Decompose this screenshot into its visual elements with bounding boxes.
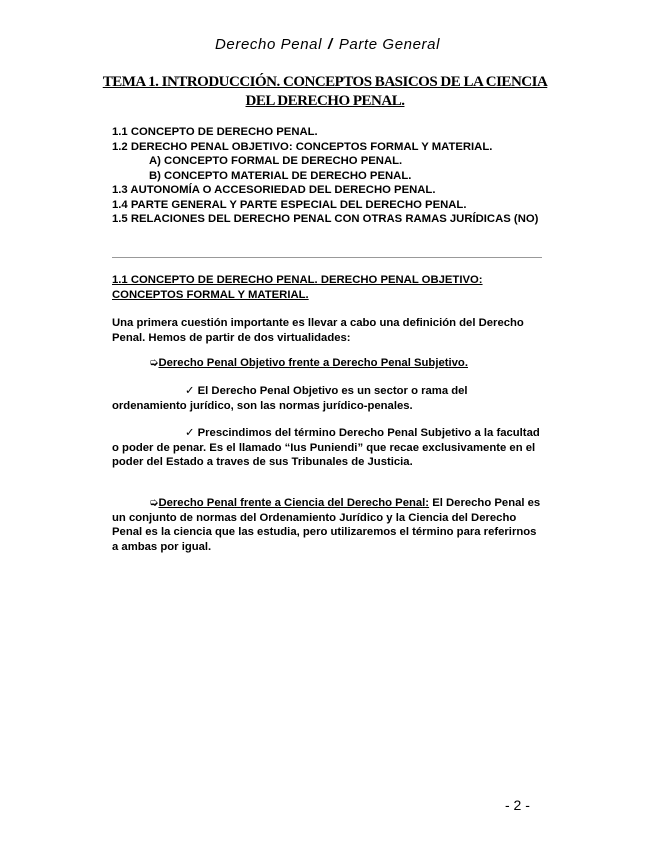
section-divider bbox=[112, 257, 542, 258]
point-text: El Derecho Penal Objetivo es un sector o rama del ordenamiento jurídico, son las normas jurídico-penales. bbox=[112, 385, 468, 412]
toc-subitem: A) CONCEPTO FORMAL DE DERECHO PENAL. bbox=[149, 155, 403, 167]
intro-paragraph: Una primera cuestión importante es llevar a cabo una definición del Derecho Penal. Hemos de partir de dos virtualidades: bbox=[112, 317, 524, 344]
toc-subitem: B) CONCEPTO MATERIAL DE DERECHO PENAL. bbox=[149, 169, 412, 182]
section-heading: 1.1 CONCEPTO DE DERECHO PENAL. DERECHO PENAL OBJETIVO: CONCEPTOS FORMAL Y MATERIAL. bbox=[112, 274, 483, 301]
point-subjective bbox=[112, 426, 542, 470]
point-objective bbox=[112, 384, 542, 413]
point-text: Prescindimos del término Derecho Penal Subjetivo a la facultad o poder de penar. Es el llamado “Ius Puniendi” que recae exclusivamente en el poder del Estado a traves de sus Tribunales de Justicia. bbox=[112, 427, 540, 468]
header-separator: / bbox=[328, 36, 333, 53]
subheading-text: Derecho Penal Objetivo frente a Derecho Penal Subjetivo. bbox=[158, 357, 468, 369]
header-part: Parte General bbox=[338, 36, 440, 53]
document-title: TEMA 1. INTRODUCCIÓN. CONCEPTOS BASICOS DE LA CIENCIA DEL DERECHO PENAL. bbox=[102, 74, 548, 109]
arrow-icon: ➭ bbox=[149, 497, 159, 509]
subheading-objective-vs-subjective bbox=[112, 356, 542, 371]
check-icon: ✓ bbox=[185, 385, 195, 397]
paragraph-penal-vs-science bbox=[112, 496, 542, 554]
check-icon: ✓ bbox=[185, 427, 195, 439]
page-number: - 2 - bbox=[505, 797, 530, 813]
paragraph-text: El Derecho Penal es un conjunto de normas del Ordenamiento Jurídico y la Ciencia del Derecho Penal es la ciencia que las estudia, pero utilizaremos el término para referirnos a ambas por igual. bbox=[112, 497, 541, 553]
subheading-text: Derecho Penal frente a Ciencia del Derecho Penal: bbox=[158, 497, 430, 509]
header-subject: Derecho Penal bbox=[215, 36, 323, 53]
table-of-contents bbox=[112, 125, 552, 227]
running-header bbox=[0, 36, 655, 53]
toc-item: 1.3 AUTONOMÍA O ACCESORIEDAD DEL DERECHO PENAL. bbox=[112, 184, 436, 196]
toc-item: 1.1 CONCEPTO DE DERECHO PENAL. bbox=[112, 126, 318, 138]
toc-item: 1.5 RELACIONES DEL DERECHO PENAL CON OTRAS RAMAS JURÍDICAS (NO) bbox=[112, 213, 539, 225]
toc-item: 1.4 PARTE GENERAL Y PARTE ESPECIAL DEL DERECHO PENAL. bbox=[112, 198, 467, 211]
toc-item: 1.2 DERECHO PENAL OBJETIVO: CONCEPTOS FORMAL Y MATERIAL. bbox=[112, 140, 493, 153]
arrow-icon: ➭ bbox=[149, 357, 159, 369]
